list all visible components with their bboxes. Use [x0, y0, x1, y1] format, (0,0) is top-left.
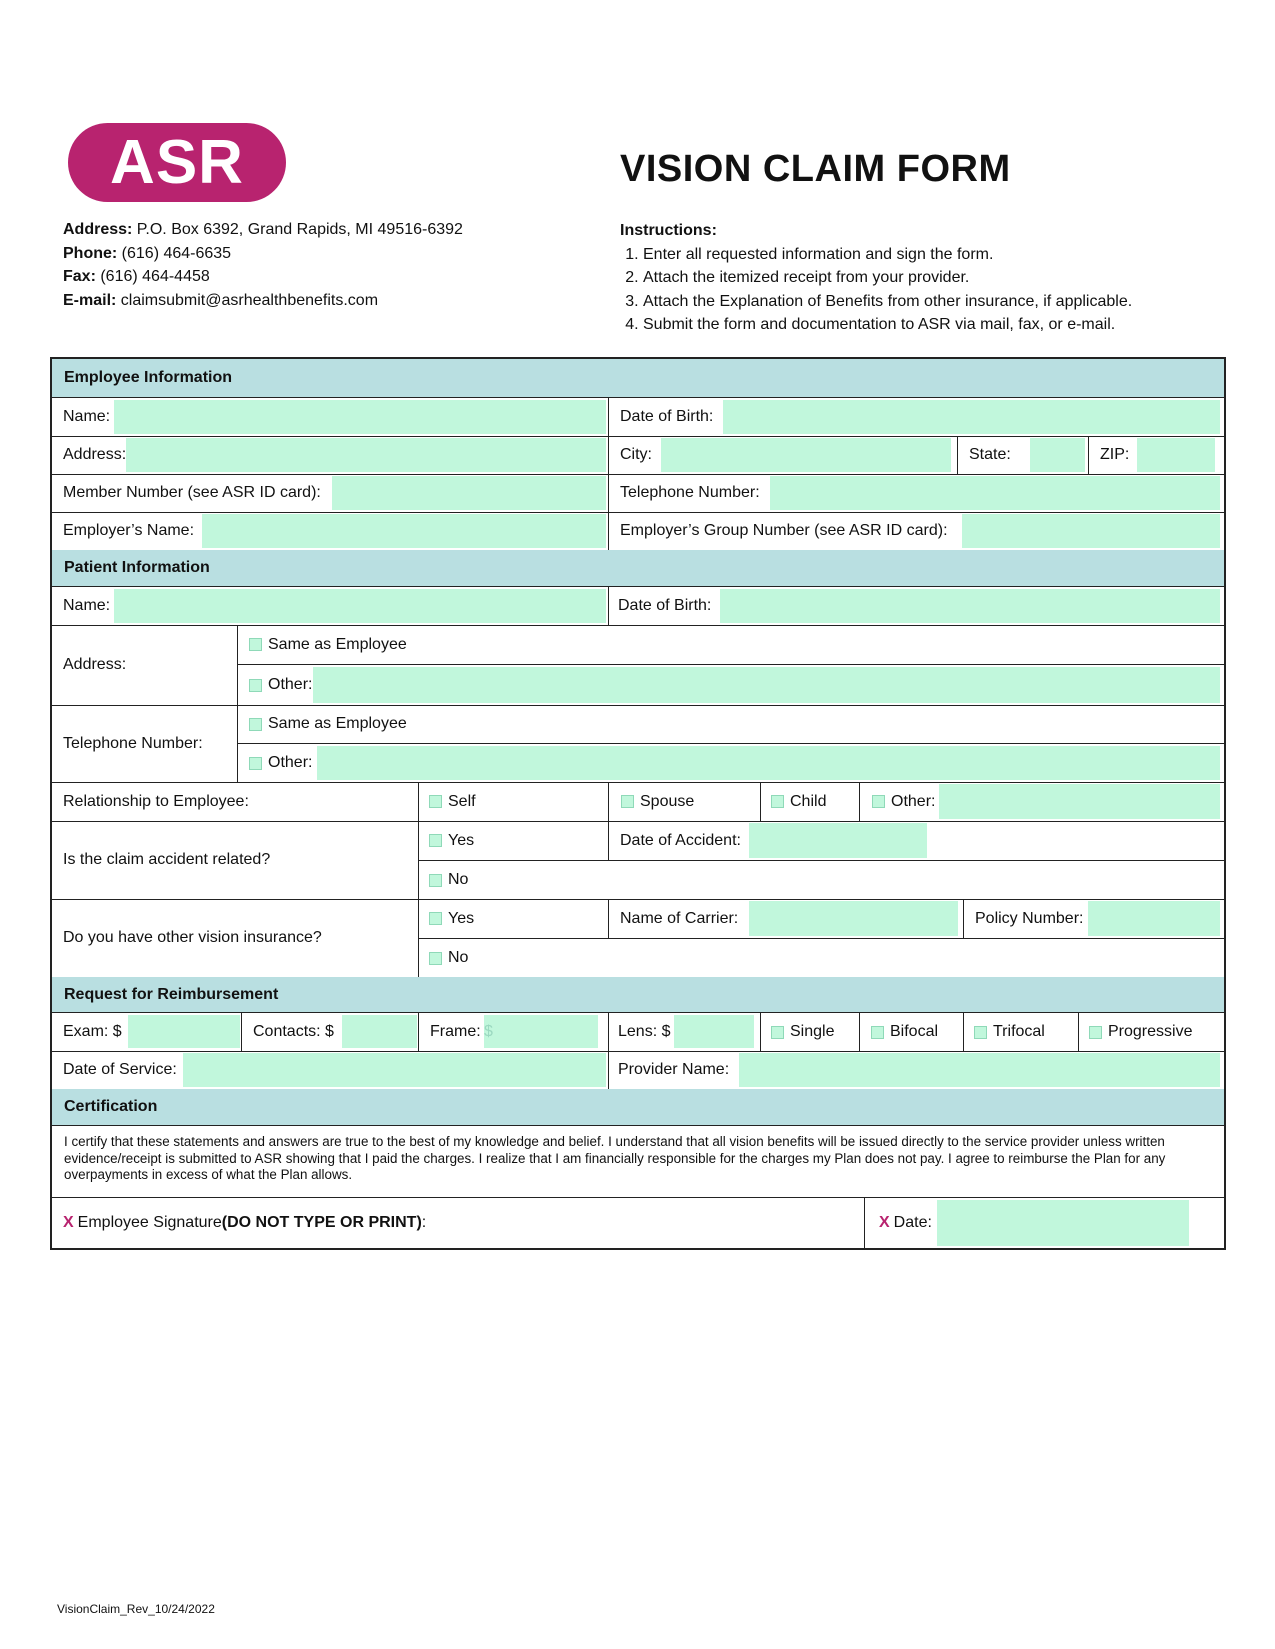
date-x-mark: X — [879, 1214, 890, 1231]
progressive-label: Progressive — [1108, 1023, 1193, 1040]
signature-date-label — [864, 1198, 932, 1248]
checkbox-single[interactable] — [771, 1026, 784, 1039]
patient-name-label: Name: — [63, 597, 111, 614]
accident-no-option[interactable] — [419, 861, 468, 899]
member-number-label: Member Number (see ASR ID card): — [63, 484, 321, 501]
contact-block — [63, 218, 463, 312]
asr-logo: ASR — [68, 123, 286, 202]
employee-address-field[interactable] — [126, 438, 606, 472]
policy-number-field[interactable] — [1088, 901, 1220, 936]
employer-name-label: Employer’s Name: — [63, 522, 195, 539]
other-label: Other: — [268, 754, 313, 771]
lens-progressive-option[interactable] — [1078, 1013, 1224, 1051]
date-of-accident-field[interactable] — [749, 823, 927, 858]
other-label: Other: — [268, 676, 313, 693]
section-employee-information: Employee Information — [52, 359, 1224, 398]
employee-city-field[interactable] — [661, 438, 951, 472]
patient-address-other-field[interactable] — [313, 667, 1220, 703]
phone-label: Phone: — [63, 244, 118, 262]
carrier-field[interactable] — [749, 901, 958, 936]
checkbox-trifocal[interactable] — [974, 1026, 987, 1039]
single-label: Single — [790, 1023, 835, 1040]
provider-name-label: Provider Name: — [608, 1051, 729, 1089]
section-request-for-reimbursement: Request for Reimbursement — [52, 977, 1224, 1013]
checkbox-insurance-yes[interactable] — [429, 912, 442, 925]
frame-dollar: $ — [484, 1022, 493, 1040]
fax-label: Fax: — [63, 268, 96, 285]
checkbox-child[interactable] — [771, 795, 784, 808]
lens-trifocal-option[interactable] — [963, 1013, 1078, 1051]
relationship-child-option[interactable] — [760, 782, 859, 821]
spouse-label: Spouse — [640, 792, 695, 810]
instruction-item: 2. Attach the itemized receipt from your provider. — [643, 266, 1132, 290]
provider-name-field[interactable] — [739, 1053, 1220, 1087]
lens-field[interactable] — [674, 1015, 754, 1048]
date-of-accident-label: Date of Accident: — [608, 821, 741, 860]
relationship-spouse-option[interactable] — [608, 782, 760, 821]
checkbox-bifocal[interactable] — [871, 1026, 884, 1039]
instruction-item: 3. Attach the Explanation of Benefits from other insurance, if applicable. — [643, 290, 1132, 314]
patient-address-label: Address: — [63, 656, 127, 673]
bifocal-label: Bifocal — [890, 1023, 939, 1040]
same-as-employee-label: Same as Employee — [268, 715, 407, 732]
patient-telephone-same-option[interactable] — [238, 705, 407, 743]
patient-telephone-label: Telephone Number: — [63, 734, 203, 752]
section-patient-information: Patient Information — [52, 550, 1224, 587]
patient-dob-label: Date of Birth: — [608, 587, 711, 625]
relationship-self-option[interactable] — [418, 782, 608, 821]
phone-value: (616) 464-6635 — [117, 244, 232, 262]
child-label: Child — [790, 792, 827, 810]
group-number-field[interactable] — [962, 514, 1220, 548]
revision-footer: VisionClaim_Rev_10/24/2022 — [57, 1602, 215, 1616]
frame-field[interactable] — [484, 1015, 598, 1048]
checkbox-other-telephone[interactable] — [249, 757, 262, 770]
carrier-label: Name of Carrier: — [608, 899, 738, 938]
instruction-item: 4. Submit the form and documentation to ASR via mail, fax, or e-mail. — [643, 313, 1132, 337]
employee-state-label: State: — [957, 436, 1011, 474]
employee-state-field[interactable] — [1030, 438, 1085, 472]
contacts-field[interactable] — [342, 1015, 417, 1048]
employee-name-field[interactable] — [114, 400, 606, 434]
checkbox-same-as-employee[interactable] — [249, 718, 262, 731]
employee-telephone-label: Telephone Number: — [608, 474, 760, 512]
no-label: No — [448, 949, 469, 966]
lens-label: Lens: $ — [608, 1013, 670, 1051]
self-label: Self — [448, 792, 476, 810]
checkbox-self[interactable] — [429, 795, 442, 808]
patient-name-field[interactable] — [114, 589, 606, 623]
address-value: P.O. Box 6392, Grand Rapids, MI 49516-6392 — [132, 221, 463, 238]
instructions — [620, 219, 1132, 337]
lens-bifocal-option[interactable] — [859, 1013, 963, 1051]
other-insurance-no-option[interactable] — [419, 939, 468, 977]
checkbox-accident-no[interactable] — [429, 874, 442, 887]
patient-address-same-option[interactable] — [238, 625, 407, 664]
checkbox-same-as-employee[interactable] — [249, 638, 262, 651]
date-label: Date: — [893, 1214, 932, 1231]
no-label: No — [448, 871, 469, 888]
checkbox-accident-yes[interactable] — [429, 834, 442, 847]
same-as-employee-label: Same as Employee — [268, 635, 407, 653]
employee-name-label: Name: — [63, 408, 111, 425]
frame-label: Frame: — [418, 1013, 481, 1051]
employee-address-label: Address: — [63, 446, 127, 463]
signature-date-field[interactable] — [937, 1200, 1189, 1246]
date-of-service-field[interactable] — [183, 1053, 606, 1087]
member-number-field[interactable] — [332, 476, 606, 510]
patient-telephone-other-field[interactable] — [317, 746, 1220, 780]
lens-single-option[interactable] — [760, 1013, 859, 1051]
checkbox-other-relationship[interactable] — [872, 795, 885, 808]
accident-question: Is the claim accident related? — [63, 851, 271, 868]
instructions-heading: Instructions: — [620, 222, 717, 239]
signature-x-mark: X — [63, 1214, 74, 1231]
exam-label: Exam: $ — [63, 1023, 122, 1040]
yes-label: Yes — [448, 831, 475, 849]
other-insurance-yes-option[interactable] — [419, 899, 474, 938]
date-of-service-label: Date of Service: — [63, 1061, 177, 1078]
address-label: Address: — [63, 221, 133, 238]
employer-name-field[interactable] — [202, 514, 606, 548]
employee-dob-field[interactable] — [723, 400, 1220, 434]
signature-note: (DO NOT TYPE OR PRINT) — [221, 1214, 422, 1231]
certification-text: I certify that these statements and answers are true to the best of my knowledge and belief. I understand that all vision benefits will be issued directly to the service provider unless written evidence/receipt is submitted to ASR showing that I paid the charges. I realize that I am financially responsible for the charges my Plan does not pay. I agree to reimburse the Plan for any overpayments in excess of what the Plan allows. — [52, 1126, 1224, 1198]
checkbox-insurance-no[interactable] — [429, 952, 442, 965]
employee-signature-field[interactable] — [52, 1198, 426, 1248]
accident-yes-option[interactable] — [419, 821, 474, 860]
section-certification: Certification — [52, 1089, 1224, 1126]
contacts-label: Contacts: $ — [241, 1013, 334, 1051]
employee-zip-label: ZIP: — [1088, 436, 1129, 474]
patient-address-other-option[interactable] — [238, 665, 312, 705]
signature-colon: : — [421, 1214, 427, 1231]
patient-dob-field[interactable] — [720, 589, 1220, 623]
employee-city-label: City: — [608, 436, 652, 474]
employee-zip-field[interactable] — [1137, 438, 1215, 472]
employee-telephone-field[interactable] — [770, 476, 1220, 510]
employee-dob-label: Date of Birth: — [608, 398, 713, 436]
checkbox-progressive[interactable] — [1089, 1026, 1102, 1039]
patient-telephone-other-option[interactable] — [238, 744, 312, 782]
relationship-label: Relationship to Employee: — [63, 792, 249, 810]
signature-label: Employee Signature — [77, 1214, 222, 1231]
other-insurance-question: Do you have other vision insurance? — [63, 929, 322, 946]
yes-label: Yes — [448, 909, 475, 927]
divider — [419, 860, 1224, 861]
policy-number-label: Policy Number: — [963, 899, 1083, 938]
relationship-other-option[interactable] — [859, 782, 935, 821]
checkbox-spouse[interactable] — [621, 795, 634, 808]
relationship-other-field[interactable] — [939, 784, 1220, 819]
form-title: VISION CLAIM FORM — [620, 148, 1011, 190]
group-number-label: Employer’s Group Number (see ASR ID card): — [608, 512, 948, 550]
divider — [238, 664, 1224, 665]
instruction-item: 1. Enter all requested information and sign the form. — [643, 243, 1132, 267]
trifocal-label: Trifocal — [993, 1023, 1045, 1040]
divider — [419, 938, 1224, 939]
claim-form — [50, 357, 1226, 1250]
other-label: Other: — [891, 792, 936, 810]
email-value: claimsubmit@asrhealthbenefits.com — [116, 291, 379, 309]
divider — [238, 743, 1224, 744]
exam-field[interactable] — [128, 1015, 240, 1048]
email-label: E-mail: — [63, 291, 117, 309]
checkbox-other-address[interactable] — [249, 679, 262, 692]
fax-value: (616) 464-4458 — [95, 268, 210, 285]
